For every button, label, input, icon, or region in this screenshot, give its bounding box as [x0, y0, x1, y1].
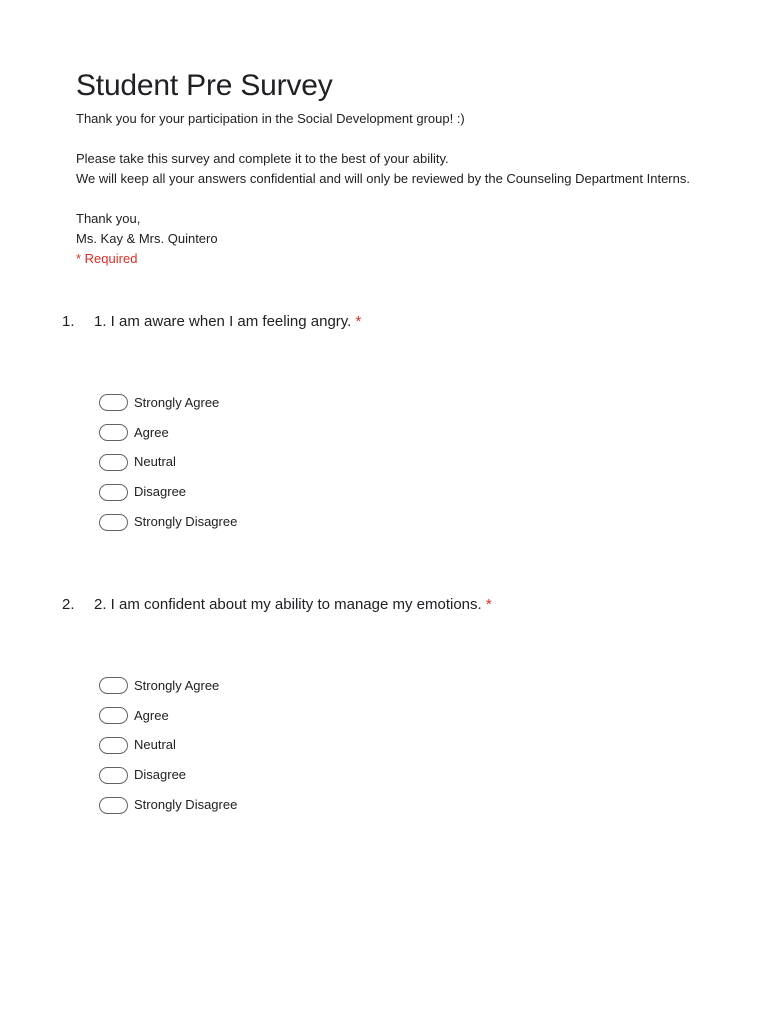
- form-description: [76, 109, 756, 249]
- radio-button[interactable]: [99, 424, 128, 441]
- question-text: [94, 594, 492, 616]
- option-neutral[interactable]: [99, 731, 742, 761]
- radio-button[interactable]: [99, 797, 128, 814]
- option-label: Strongly Agree: [134, 677, 220, 693]
- option-label: Strongly Disagree: [134, 797, 238, 813]
- radio-button[interactable]: [99, 707, 128, 724]
- option-strongly-disagree[interactable]: [99, 507, 742, 537]
- description-line: Thank you for your participation in the Social Development group! :): [76, 111, 465, 126]
- description-line: Thank you,: [76, 211, 141, 226]
- form-title: Student Pre Survey: [76, 69, 333, 102]
- form-header: [76, 64, 756, 269]
- question-2: [62, 594, 742, 820]
- question-label: 1. I am aware when I am feeling angry.: [94, 313, 352, 330]
- option-label: Disagree: [134, 484, 187, 500]
- radio-button[interactable]: [99, 737, 128, 754]
- option-strongly-disagree[interactable]: [99, 790, 742, 820]
- options-group: [99, 671, 742, 820]
- radio-button[interactable]: [99, 394, 128, 411]
- option-label: Neutral: [134, 454, 176, 470]
- option-agree[interactable]: [99, 701, 742, 731]
- required-note: * Required: [76, 251, 138, 266]
- question-1: [62, 311, 742, 537]
- option-neutral[interactable]: [99, 448, 742, 478]
- radio-button[interactable]: [99, 514, 128, 531]
- options-group: [99, 388, 742, 537]
- question-heading: [62, 311, 742, 333]
- radio-button[interactable]: [99, 767, 128, 784]
- question-number: 2.: [62, 596, 75, 613]
- radio-button[interactable]: [99, 454, 128, 471]
- radio-button[interactable]: [99, 677, 128, 694]
- description-line: Please take this survey and complete it to the best of your ability.: [76, 151, 449, 166]
- option-label: Agree: [134, 424, 169, 440]
- option-agree[interactable]: [99, 418, 742, 448]
- question-heading: [62, 594, 742, 616]
- question-label: 2. I am confident about my ability to manage my emotions.: [94, 596, 482, 613]
- option-label: Strongly Disagree: [134, 514, 238, 530]
- option-label: Agree: [134, 707, 169, 723]
- description-spacer: [76, 189, 756, 209]
- question-number: 1.: [62, 313, 75, 330]
- question-text: [94, 311, 361, 333]
- description-spacer: [76, 129, 756, 149]
- description-line: Ms. Kay & Mrs. Quintero: [76, 231, 218, 246]
- required-asterisk: *: [485, 596, 492, 613]
- required-asterisk: *: [355, 313, 362, 330]
- option-label: Neutral: [134, 737, 176, 753]
- option-disagree[interactable]: [99, 760, 742, 790]
- radio-button[interactable]: [99, 484, 128, 501]
- option-disagree[interactable]: [99, 477, 742, 507]
- option-strongly-agree[interactable]: [99, 388, 742, 418]
- option-label: Strongly Agree: [134, 394, 220, 410]
- option-label: Disagree: [134, 767, 187, 783]
- option-strongly-agree[interactable]: [99, 671, 742, 701]
- description-line: We will keep all your answers confidential and will only be reviewed by the Counseling Department Interns.: [76, 171, 690, 186]
